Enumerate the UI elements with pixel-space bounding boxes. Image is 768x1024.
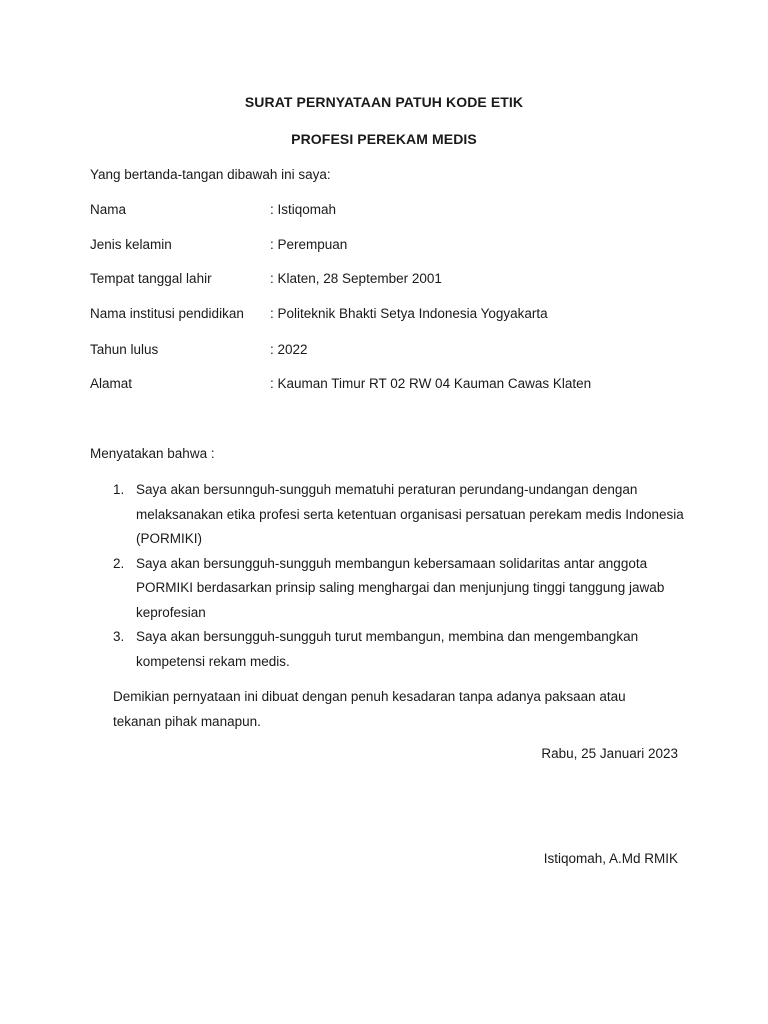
document-title: SURAT PERNYATAAN PATUH KODE ETIK — [244, 94, 524, 110]
field-value-jenis-kelamin: : Perempuan — [270, 237, 348, 252]
field-label-institusi: Nama institusi pendidikan — [90, 306, 244, 321]
field-value-nama: : Istiqomah — [270, 202, 337, 217]
list-item — [113, 478, 693, 552]
list-item-text: Saya akan bersunnguh-sungguh mematuhi peraturan perundang-undangan dengan melaksanakan etika profesi serta ketentuan organisasi persatuan perekam medis Indonesia (PORMIKI) — [136, 482, 684, 546]
field-label-ttl: Tempat tanggal lahir — [90, 271, 212, 286]
statement-intro: Menyatakan bahwa : — [90, 446, 215, 461]
field-label-tahun-lulus: Tahun lulus — [90, 342, 159, 357]
list-item — [113, 552, 693, 626]
signature-name: Istiqomah, A.Md RMIK — [543, 851, 678, 866]
closing-paragraph: Demikian pernyataan ini dibuat dengan penuh kesadaran tanpa adanya paksaan atau tekanan pihak manapun. — [113, 689, 626, 729]
list-item-number: 1. — [113, 482, 125, 497]
statement-list — [113, 478, 693, 674]
document-date: Rabu, 25 Januari 2023 — [541, 746, 678, 761]
field-value-alamat: : Kauman Timur RT 02 RW 04 Kauman Cawas Klaten — [270, 376, 592, 391]
list-item-text: Saya akan bersungguh-sungguh turut membangun, membina dan mengembangkan kompetensi rekam medis. — [136, 629, 639, 669]
field-label-alamat: Alamat — [90, 376, 133, 391]
field-value-tahun-lulus: : 2022 — [270, 342, 308, 357]
field-label-nama: Nama — [90, 202, 127, 217]
list-item-text: Saya akan bersungguh-sungguh membangun kebersamaan solidaritas antar anggota PORMIKI berdasarkan prinsip saling menghargai dan menjunjung tinggi tanggung jawab keprofesian — [136, 555, 665, 620]
field-value-institusi: : Politeknik Bhakti Setya Indonesia Yogyakarta — [270, 306, 548, 321]
list-item — [113, 625, 693, 674]
document-subtitle: PROFESI PEREKAM MEDIS — [291, 131, 477, 147]
intro-text: Yang bertanda-tangan dibawah ini saya: — [90, 167, 331, 182]
field-label-jenis-kelamin: Jenis kelamin — [90, 237, 172, 252]
field-value-ttl: : Klaten, 28 September 2001 — [270, 271, 442, 286]
list-item-number: 3. — [113, 629, 125, 644]
list-item-number: 2. — [113, 555, 125, 571]
